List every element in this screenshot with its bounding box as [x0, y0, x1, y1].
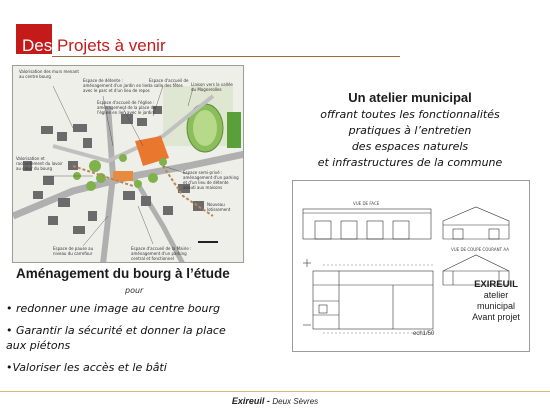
plan-annotation: Espace semi-privé :: [183, 170, 223, 175]
plan-annotation: abouti aux maisons: [183, 185, 223, 190]
left-heading: Aménagement du bourg à l’étude: [16, 266, 230, 281]
plan-annotation: Nouveau: [207, 202, 225, 207]
plan-annotation: l'église en lien avec le jardin: [97, 110, 154, 115]
bullet-item: • redonner une image au centre bourg: [6, 302, 220, 315]
drawing-label-section: VUE DE COUPE COURANT AA: [451, 247, 509, 252]
plan-annotation: la salle des fêtes: [149, 83, 183, 88]
plan-annotation: au centre bourg: [19, 74, 51, 79]
plan-annotation: Espace d'accueil de la Mairie :: [131, 246, 192, 251]
plan-annotation: Espace de pause au: [53, 246, 94, 251]
plan-annotation: et d'un lieu de détente: [183, 180, 229, 185]
right-heading: Un atelier municipal: [348, 90, 472, 105]
right-subtitle-line: et infrastructures de la commune: [317, 156, 503, 169]
stamp-line: Avant projet: [472, 312, 520, 322]
town-plan-image: [12, 65, 244, 263]
plan-annotation: Espace de détente :: [83, 78, 124, 83]
right-subtitle-line: offrant toutes les fonctionnalités: [320, 108, 500, 121]
right-subtitle-line: des espaces naturels: [351, 140, 469, 153]
footer-separator: -: [264, 396, 273, 406]
scale-label: ech1/50: [413, 331, 435, 337]
footer: [0, 396, 550, 406]
plan-annotation: aménagement de la place de: [97, 105, 156, 110]
stamp-town: EXIREUIL: [474, 279, 518, 290]
slide-title: [22, 36, 166, 56]
plan-annotation: niveau du carrefour: [53, 251, 93, 256]
title-underline: [52, 56, 400, 57]
plan-annotation: Valorisation et: [16, 156, 45, 161]
plan-annotation: Espace d'accueil de: [149, 78, 189, 83]
stamp-line: municipal: [476, 301, 516, 311]
plan-annotation: du Magnerolles: [191, 87, 222, 92]
pour-label: pour: [125, 286, 144, 295]
plan-annotation: avec le parc et d'un lieu de repos: [83, 88, 150, 93]
footer-town: Exireuil: [231, 396, 265, 406]
plan-annotation: aménagement d'un jardin en lien: [83, 83, 150, 88]
workshop-drawing: [292, 180, 530, 352]
plan-annotation: aménagement d'un parking: [131, 251, 187, 256]
plan-annotation: Valorisation des murs menant: [19, 69, 79, 74]
workshop-drawing-lines: [293, 181, 530, 352]
bullet-item: •Valoriser les accès et le bâti: [6, 361, 167, 374]
plan-annotation: Espace d'accueil de l'église :: [97, 100, 155, 105]
plan-annotation: lotissement: [207, 207, 231, 212]
project-stamp: [461, 279, 530, 323]
plan-annotation: au cœur du bourg: [16, 166, 52, 171]
drawing-label-front: VUE DE FACE: [353, 201, 380, 206]
bullet-item-continued: aux piétons: [6, 339, 71, 352]
footer-rule: [0, 391, 550, 392]
plan-annotation: raccordement du lavoir: [16, 161, 63, 166]
footer-department: Deux Sèvres: [272, 397, 319, 406]
plan-annotation: aménagement d'un parking: [183, 175, 239, 180]
plan-annotation: Liaison vers la vallée: [191, 82, 233, 87]
stamp-line: atelier: [483, 290, 509, 300]
slide-title-rest: Projets à venir: [52, 36, 166, 55]
plan-annotation: central et fonctionnel: [131, 256, 174, 261]
bullet-item: • Garantir la sécurité et donner la place: [6, 324, 226, 337]
right-subtitle-line: pratiques à l’entretien: [348, 124, 472, 137]
slide-title-prefix: Des: [22, 36, 53, 55]
